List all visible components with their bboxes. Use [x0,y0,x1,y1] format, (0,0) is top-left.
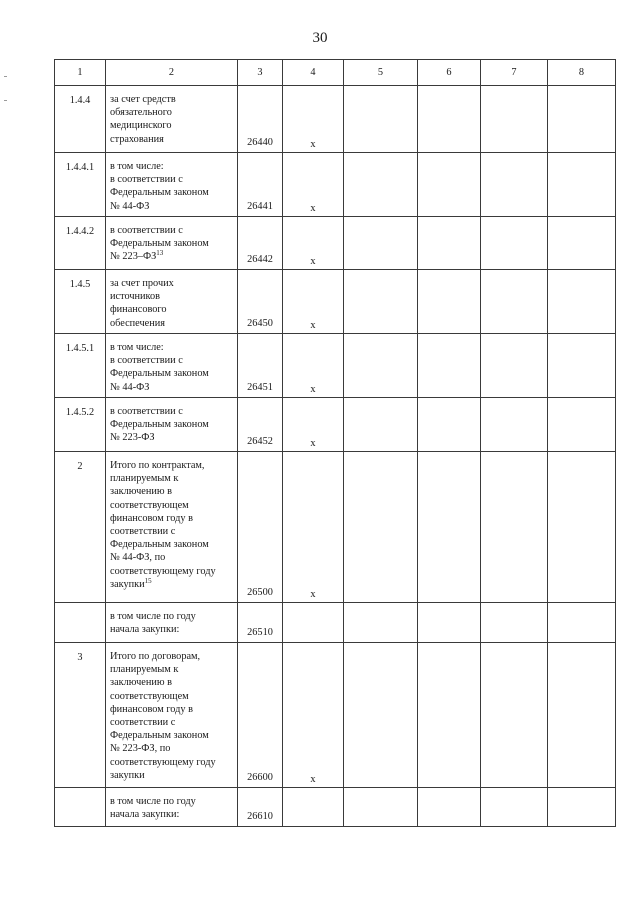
row-name-text: в соответствии с [110,225,183,236]
row-name-text: № 223–ФЗ [110,251,157,263]
row-col4: x [283,153,344,217]
empty-cell [548,86,616,153]
table-row [55,217,616,270]
empty-cell [418,153,481,217]
row-name-text: Федеральным законом [110,368,209,380]
table-row [55,603,616,643]
empty-cell [481,398,548,452]
row-name-text: соответствующем [110,690,189,702]
row-name [106,643,238,788]
row-name-line [110,472,233,485]
row-name-line [110,303,233,316]
row-code: 26452 [238,398,283,452]
row-name-line [110,277,233,290]
row-name-text: Итого по контрактам, [110,460,205,471]
empty-cell [548,398,616,452]
empty-cell [344,398,418,452]
empty-cell [418,603,481,643]
row-name-line [110,676,233,689]
margin-mark [4,100,7,101]
row-name-text: Федеральным законом [110,238,209,250]
row-col4: x [283,643,344,788]
empty-cell [548,153,616,217]
row-name-text: обеспечения [110,317,165,329]
row-code: 26450 [238,270,283,334]
empty-cell [418,86,481,153]
row-name-text: № 44-ФЗ [110,381,150,393]
empty-cell [481,643,548,788]
row-name-text: источников [110,291,161,303]
row-name-text: заключению в [110,677,172,689]
row-name [106,398,238,452]
col-header: 2 [106,60,238,86]
empty-cell [418,398,481,452]
row-name-text: № 223-ФЗ, по [110,743,171,755]
row-name-text: закупки [110,578,145,590]
row-name-line [110,538,233,551]
row-number: 1.4.5 [55,270,106,334]
table-row [55,270,616,334]
row-name-text: в соответствии с [110,355,183,367]
row-name-line [110,93,233,106]
col-header: 6 [418,60,481,86]
row-name-line [110,525,233,538]
row-name-text: планируемым к [110,664,179,676]
row-name-text: Федеральным законом [110,419,209,431]
row-name-line [110,317,233,330]
row-name-line [110,499,233,512]
table-row [55,86,616,153]
row-name-line [110,459,233,472]
empty-cell [481,86,548,153]
row-name-line [110,808,233,821]
row-name-line [110,119,233,132]
row-code: 26600 [238,643,283,788]
row-name-line [110,250,233,263]
row-name-line [110,650,233,663]
row-name-text: финансового [110,304,167,316]
empty-cell [344,788,418,827]
col-header: 3 [238,60,283,86]
row-name-text: соответствующем [110,499,189,511]
table-row [55,788,616,827]
col-header: 8 [548,60,616,86]
row-number: 1.4.4.2 [55,217,106,270]
table-row [55,334,616,398]
empty-cell [418,643,481,788]
footnote-ref: 15 [144,576,152,585]
empty-cell [481,603,548,643]
empty-cell [344,270,418,334]
row-name-line [110,160,233,173]
row-name-text: планируемым к [110,473,179,485]
row-name-line [110,742,233,755]
col-header: 1 [55,60,106,86]
row-name-text: Федеральным законом [110,539,209,551]
row-number: 1.4.5.2 [55,398,106,452]
row-name-line [110,703,233,716]
row-name-text: начала закупки: [110,809,180,821]
row-name-line [110,690,233,703]
table-row [55,153,616,217]
row-name-text: финансовом году в [110,703,193,715]
row-name-text: финансовом году в [110,512,193,524]
row-col4 [283,788,344,827]
row-name-text: Федеральным законом [110,187,209,199]
empty-cell [418,788,481,827]
row-code: 26610 [238,788,283,827]
row-name-line [110,729,233,742]
row-name-line [110,565,233,578]
row-name-line [110,354,233,367]
row-name [106,86,238,153]
row-name-line [110,290,233,303]
row-name-line [110,405,233,418]
footnote-ref: 13 [156,249,164,258]
table-row [55,643,616,788]
row-name-text: соответствии с [110,717,176,729]
row-name-line [110,623,233,636]
row-name-text: начала закупки: [110,624,180,636]
row-name-text: № 44-ФЗ, по [110,552,166,564]
row-name-line [110,173,233,186]
row-name-text: в том числе: [110,161,164,172]
empty-cell [344,603,418,643]
row-number: 2 [55,452,106,603]
row-number [55,788,106,827]
col-header: 5 [344,60,418,86]
empty-cell [548,270,616,334]
table-row [55,398,616,452]
row-name [106,788,238,827]
row-name-text: в том числе по году [110,796,196,807]
row-name-line [110,186,233,199]
empty-cell [344,334,418,398]
row-name-text: Итого по договорам, [110,651,201,662]
row-name-line [110,756,233,769]
row-name-line [110,578,233,591]
row-name-text: в соответствии с [110,406,183,417]
row-name-line [110,418,233,431]
row-code: 26442 [238,217,283,270]
empty-cell [344,452,418,603]
empty-cell [481,153,548,217]
row-code: 26451 [238,334,283,398]
col-header: 4 [283,60,344,86]
row-name-text: в том числе: [110,342,164,353]
row-name-line [110,512,233,525]
empty-cell [548,603,616,643]
report-table [54,59,616,827]
row-code: 26510 [238,603,283,643]
row-name-line [110,224,233,237]
row-name-line [110,485,233,498]
row-name-line [110,200,233,213]
empty-cell [481,788,548,827]
empty-cell [548,217,616,270]
row-name-text: соответствующему году [110,756,216,768]
empty-cell [344,153,418,217]
row-name-line [110,106,233,119]
row-name-line [110,341,233,354]
row-name-text: № 223-ФЗ [110,432,155,444]
page-number: 30 [312,30,328,46]
row-name-line [110,769,233,782]
row-number: 3 [55,643,106,788]
row-name [106,270,238,334]
row-name [106,452,238,603]
empty-cell [418,452,481,603]
row-number: 1.4.5.1 [55,334,106,398]
empty-cell [418,334,481,398]
row-name-text: обязательного [110,107,172,119]
row-name-text: страхования [110,133,164,145]
row-name-text: за счет средств [110,94,176,105]
empty-cell [418,270,481,334]
row-col4: x [283,86,344,153]
row-code: 26441 [238,153,283,217]
row-name [106,603,238,643]
row-name-line [110,237,233,250]
table-row [55,452,616,603]
row-name-line [110,663,233,676]
row-name-line [110,381,233,394]
row-code: 26440 [238,86,283,153]
row-name-text: за счет прочих [110,278,174,289]
empty-cell [481,334,548,398]
empty-cell [548,452,616,603]
empty-cell [344,86,418,153]
row-name-line [110,431,233,444]
row-name-text: соответствующему году [110,565,216,577]
row-name-text: в соответствии с [110,174,183,186]
row-col4: x [283,217,344,270]
row-name-text: в том числе по году [110,611,196,622]
margin-mark [4,76,7,77]
row-name-text: Федеральным законом [110,730,209,742]
row-name-text: медицинского [110,120,172,132]
empty-cell [548,788,616,827]
row-name-line [110,610,233,623]
row-col4: x [283,334,344,398]
empty-cell [548,643,616,788]
empty-cell [344,643,418,788]
row-name [106,334,238,398]
row-name-line [110,716,233,729]
empty-cell [481,452,548,603]
col-header: 7 [481,60,548,86]
header-row [55,60,616,86]
empty-cell [548,334,616,398]
row-col4: x [283,270,344,334]
row-name-text: № 44-ФЗ [110,200,150,212]
row-name-text: соответствии с [110,526,176,538]
row-name-line [110,367,233,380]
row-col4: x [283,452,344,603]
empty-cell [481,217,548,270]
row-name [106,217,238,270]
empty-cell [344,217,418,270]
row-name-line [110,795,233,808]
empty-cell [418,217,481,270]
row-col4: x [283,398,344,452]
row-code: 26500 [238,452,283,603]
row-col4 [283,603,344,643]
empty-cell [481,270,548,334]
row-number: 1.4.4 [55,86,106,153]
row-name-line [110,133,233,146]
row-number [55,603,106,643]
row-name [106,153,238,217]
row-number: 1.4.4.1 [55,153,106,217]
row-name-line [110,551,233,564]
row-name-text: закупки [110,769,145,781]
row-name-text: заключению в [110,486,172,498]
